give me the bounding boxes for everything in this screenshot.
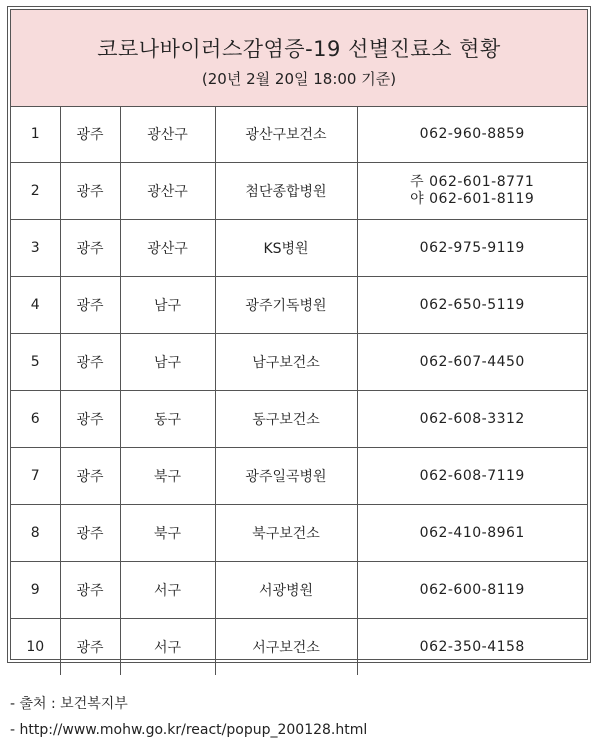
- district-cell: 광산구: [120, 220, 215, 277]
- city-cell: 광주: [60, 619, 120, 676]
- city-cell: 광주: [60, 220, 120, 277]
- district-cell: 서구: [120, 562, 215, 619]
- phone-cell: [357, 619, 587, 676]
- district-cell: 광산구: [120, 163, 215, 220]
- city-cell: 광주: [60, 106, 120, 163]
- phone-number: 야 062-601-8119: [410, 191, 535, 207]
- row-number-cell: 5: [11, 334, 60, 391]
- row-number-cell: 2: [11, 163, 60, 220]
- page-title: 코로나바이러스감염증-19 선별진료소 현황: [97, 37, 501, 61]
- table-row: [11, 391, 587, 448]
- clinic-table-body: [11, 106, 587, 675]
- table-header: [11, 10, 587, 107]
- source-url-link[interactable]: - http://www.mohw.go.kr/react/popup_200128.html: [10, 722, 368, 738]
- phone-number: 062-410-8961: [419, 524, 525, 541]
- facility-cell: KS병원: [215, 220, 357, 277]
- phone-cell: [357, 448, 587, 505]
- table-row: [11, 220, 587, 277]
- city-cell: 광주: [60, 334, 120, 391]
- phone-number: 062-960-8859: [419, 125, 525, 142]
- district-cell: 북구: [120, 448, 215, 505]
- clinic-table-frame: [7, 6, 591, 663]
- city-cell: 광주: [60, 163, 120, 220]
- clinic-table: [11, 106, 587, 675]
- row-number-cell: 8: [11, 505, 60, 562]
- table-row: [11, 448, 587, 505]
- row-number-cell: 10: [11, 619, 60, 676]
- city-cell: 광주: [60, 391, 120, 448]
- phone-cell: [357, 334, 587, 391]
- phone-number: 062-975-9119: [419, 239, 525, 256]
- row-number-cell: 3: [11, 220, 60, 277]
- table-row: [11, 277, 587, 334]
- city-cell: 광주: [60, 448, 120, 505]
- district-cell: 동구: [120, 391, 215, 448]
- row-number-cell: 6: [11, 391, 60, 448]
- facility-cell: 동구보건소: [215, 391, 357, 448]
- phone-cell: [357, 562, 587, 619]
- table-row: [11, 334, 587, 391]
- table-row: [11, 505, 587, 562]
- row-number-cell: 4: [11, 277, 60, 334]
- phone-cell: [357, 505, 587, 562]
- page-subtitle: (20년 2월 20일 18:00 기준): [201, 70, 397, 88]
- facility-cell: 서구보건소: [215, 619, 357, 676]
- phone-cell: [357, 106, 587, 163]
- row-number-cell: 1: [11, 106, 60, 163]
- row-number-cell: 7: [11, 448, 60, 505]
- district-cell: 남구: [120, 334, 215, 391]
- facility-cell: 광산구보건소: [215, 106, 357, 163]
- table-row: [11, 106, 587, 163]
- city-cell: 광주: [60, 505, 120, 562]
- facility-cell: 광주기독병원: [215, 277, 357, 334]
- phone-number: 062-350-4158: [419, 638, 525, 655]
- phone-number: 062-608-7119: [419, 467, 525, 484]
- facility-cell: 북구보건소: [215, 505, 357, 562]
- phone-cell: [357, 391, 587, 448]
- district-cell: 광산구: [120, 106, 215, 163]
- phone-number: 062-608-3312: [419, 410, 525, 427]
- table-row: [11, 562, 587, 619]
- facility-cell: 광주일곡병원: [215, 448, 357, 505]
- clinic-table-inner: [10, 9, 588, 660]
- city-cell: 광주: [60, 277, 120, 334]
- phone-cell: [357, 220, 587, 277]
- district-cell: 서구: [120, 619, 215, 676]
- phone-number: 062-650-5119: [419, 296, 525, 313]
- district-cell: 북구: [120, 505, 215, 562]
- table-row: [11, 619, 587, 676]
- row-number-cell: 9: [11, 562, 60, 619]
- phone-cell: [357, 163, 587, 220]
- facility-cell: 첨단종합병원: [215, 163, 357, 220]
- city-cell: 광주: [60, 562, 120, 619]
- facility-cell: 남구보건소: [215, 334, 357, 391]
- phone-number: 062-600-8119: [419, 581, 525, 598]
- district-cell: 남구: [120, 277, 215, 334]
- table-row: [11, 163, 587, 220]
- phone-number: 062-607-4450: [419, 353, 525, 370]
- facility-cell: 서광병원: [215, 562, 357, 619]
- phone-cell: [357, 277, 587, 334]
- source-note: - 출처 : 보건복지부: [10, 696, 128, 712]
- phone-number: 주 062-601-8771: [410, 174, 535, 190]
